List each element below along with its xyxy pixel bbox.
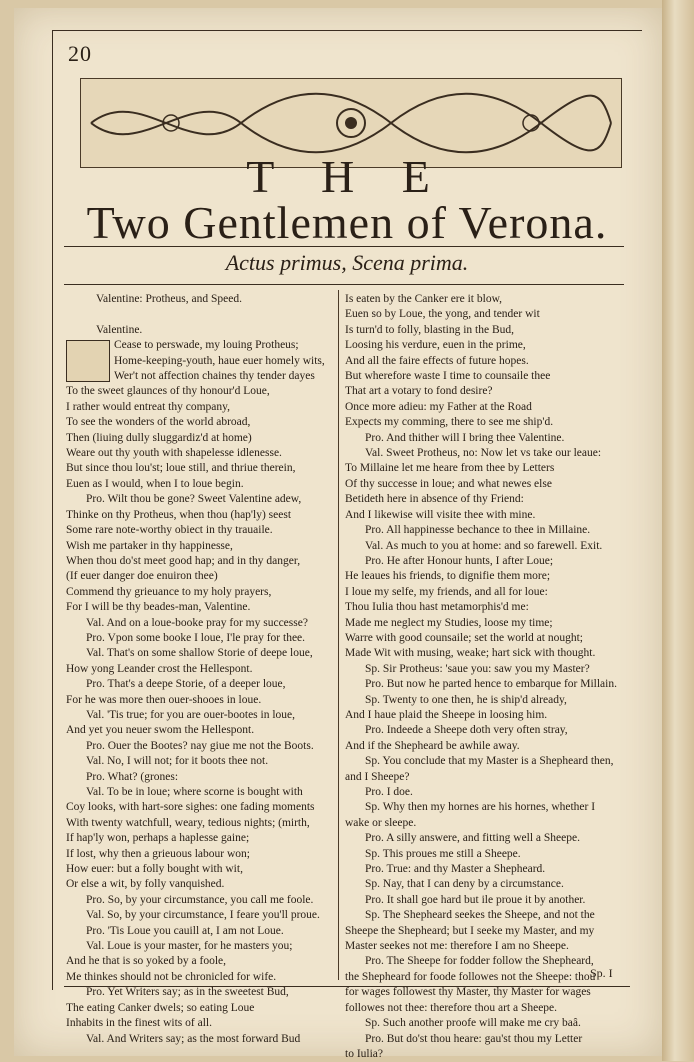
text-line: Warre with good counsaile; set the world at nought; <box>345 631 583 644</box>
text-line <box>66 307 336 322</box>
text-line: And he that is so yoked by a foole, <box>66 955 227 968</box>
text-line: And I haue plaid the Sheepe in loosing him. <box>345 708 548 721</box>
right-text-column <box>345 292 627 1062</box>
page-number: 20 <box>68 41 92 66</box>
text-line: Pro. But do'st thou heare: gau'st thou my Letter <box>365 1032 583 1045</box>
text-line: Val. No, I will not; for it boots thee not. <box>86 755 269 768</box>
text-line: Commend thy grieuance to my holy prayers, <box>66 585 272 598</box>
catchword: Sp. I <box>590 966 613 980</box>
text-line: Or else a wit, by folly vanquished. <box>66 878 225 891</box>
text-line: Betideth here in absence of thy Friend: <box>345 493 524 506</box>
text-line: Pro. Ouer the Bootes? nay giue me not the Boots. <box>86 739 314 752</box>
text-line: And if the Shepheard be awhile away. <box>345 739 520 752</box>
text-line: And yet you neuer swom the Hellespont. <box>66 724 255 737</box>
text-line: When thou do'st meet good hap; and in thy danger, <box>66 554 301 567</box>
text-line: Sp. The Shepheard seekes the Sheepe, and not the <box>365 909 595 922</box>
text-line: Of thy successe in loue; and what newes else <box>345 477 552 490</box>
text-line: Pro. He after Honour hunts, I after Loue; <box>365 554 554 567</box>
text-line: For he was more then ouer-shooes in loue. <box>66 693 262 706</box>
text-line: Sp. You conclude that my Master is a Shepheard then, <box>365 755 614 768</box>
text-line: Valentine. <box>96 323 143 336</box>
text-line: Pro. It shall goe hard but ile proue it by another. <box>365 893 586 906</box>
text-line: Home-keeping-youth, haue euer homely wits, <box>114 354 325 367</box>
text-line: Sp. Twenty to one then, he is ship'd already, <box>365 693 567 706</box>
text-line: Val. 'Tis true; for you are ouer-bootes in loue, <box>86 708 296 721</box>
text-line: Sheepe the Shepheard; but I seeke my Master, and my <box>345 924 595 937</box>
text-line: Val. That's on some shallow Storie of deepe loue, <box>86 647 313 660</box>
text-line: Val. Loue is your master, for he masters you; <box>86 940 293 953</box>
top-margin-rule <box>52 30 642 31</box>
text-line: Val. Sweet Protheus, no: Now let vs take our leaue: <box>365 447 602 460</box>
title-the: T H E <box>246 151 448 202</box>
text-line: How yong Leander crost the Hellespont. <box>66 662 253 675</box>
text-line: Pro. So, by your circumstance, you call me foole. <box>86 893 314 906</box>
text-line: Pro. True: and thy Master a Shepheard. <box>365 863 546 876</box>
text-line: Val. And on a loue-booke pray for my successe? <box>86 616 308 629</box>
text-line: I loue my selfe, my friends, and all for loue: <box>345 585 548 598</box>
text-line: Val. And Writers say; as the most forward Bud <box>86 1032 301 1045</box>
text-line: Loosing his verdure, euen in the prime, <box>345 339 526 352</box>
text-line: If hap'ly won, perhaps a haplesse gaine; <box>66 832 250 845</box>
text-line: Coy looks, with hart-sore sighes: one fading moments <box>66 801 315 814</box>
text-line: Made Wit with musing, weake; hart sick with thought. <box>345 647 596 660</box>
text-line: How euer: but a folly bought with wit, <box>66 863 243 876</box>
text-line: Val. As much to you at home: and so farewell. Exit. <box>365 539 603 552</box>
left-text-column <box>66 292 336 1047</box>
text-line: Pro. And thither will I bring thee Valentine. <box>365 431 565 444</box>
text-line: Sp. Why then my hornes are his hornes, whether I <box>365 801 596 814</box>
text-line: Once more adieu: my Father at the Road <box>345 400 532 413</box>
text-line: (If euer danger doe enuiron thee) <box>66 570 218 583</box>
text-line: Is eaten by the Canker ere it blow, <box>345 293 503 305</box>
text-line: Euen as I would, when I to loue begin. <box>66 477 244 490</box>
text-line: Pro. All happinesse bechance to thee in Millaine. <box>365 524 591 537</box>
text-line: Pro. I doe. <box>365 786 413 798</box>
text-line: To Millaine let me heare from thee by Letters <box>345 462 555 475</box>
text-line: Pro. The Sheepe for fodder follow the Shepheard, <box>365 955 594 968</box>
text-line: If lost, why then a grieuous labour won; <box>66 847 250 860</box>
text-line: Some rare note-worthy obiect in thy trauaile. <box>66 524 273 537</box>
text-line: Pro. Yet Writers say; as in the sweetest Bud, <box>86 986 289 999</box>
text-line: the Shepheard for foode followes not the Sheepe: thou <box>345 970 596 983</box>
text-line: Euen so by Loue, the yong, and tender wit <box>345 308 540 321</box>
text-line: Thinke on thy Protheus, when thou (hap'ly) seest <box>66 508 292 521</box>
text-line: wake or sleepe. <box>345 816 417 829</box>
text-line: Pro. Indeede a Sheepe doth very often stray, <box>365 724 568 737</box>
text-line: Inhabits in the finest wits of all. <box>66 1017 212 1030</box>
text-line: Pro. That's a deepe Storie, of a deeper loue, <box>86 678 286 691</box>
text-line: Expects my comming, there to see me ship'd. <box>345 416 554 429</box>
text-line: for wages followest thy Master, thy Master for wages <box>345 986 591 999</box>
text-line: Pro. Wilt thou be gone? Sweet Valentine adew, <box>86 493 302 506</box>
text-line: Sp. This proues me still a Sheepe. <box>365 847 521 860</box>
text-line: He leaues his friends, to dignifie them more; <box>345 570 551 583</box>
text-line: To the sweet glaunces of thy honour'd Loue, <box>66 385 270 398</box>
text-line: Pro. A silly answere, and fitting well a Sheepe. <box>365 832 580 845</box>
text-line: Cease to perswade, my louing Protheus; <box>114 339 299 352</box>
text-line: That art a votary to fond desire? <box>345 385 493 398</box>
text-line: Weare out thy youth with shapelesse idlenesse. <box>66 447 282 460</box>
text-line: But since thou lou'st; loue still, and thriue therein, <box>66 462 296 475</box>
play-title: Two Gentlemen of Verona. <box>86 197 608 248</box>
text-line: Pro. Vpon some booke I loue, I'le pray for thee. <box>86 631 306 644</box>
text-line: And I likewise will visite thee with mine. <box>345 508 536 521</box>
text-line: Me thinkes should not be chronicled for wife. <box>66 970 277 983</box>
text-line: I rather would entreat thy company, <box>66 400 231 413</box>
text-line: But wherefore waste I time to counsaile thee <box>345 370 551 383</box>
text-line: to Iulia? <box>345 1047 383 1060</box>
text-line: Then (liuing dully sluggardiz'd at home) <box>66 431 252 444</box>
text-line: Sp. Nay, that I can deny by a circumstance. <box>365 878 564 891</box>
act-rule <box>64 284 624 285</box>
text-line: The eating Canker dwels; so eating Loue <box>66 1001 255 1014</box>
text-line: With twenty watchfull, weary, tedious nights; (mirth, <box>66 816 310 829</box>
text-line: Pro. What? (grones: <box>86 770 179 783</box>
title-rule <box>64 246 624 247</box>
text-line: Thou Iulia thou hast metamorphis'd me: <box>345 601 529 614</box>
text-line: Sp. Sir Protheus: 'saue you: saw you my Master? <box>365 662 590 675</box>
bottom-rule <box>64 986 630 987</box>
text-line: Is turn'd to folly, blasting in the Bud, <box>345 323 515 336</box>
act-heading: Actus primus, Scena prima. <box>225 250 469 275</box>
column-divider <box>338 290 339 980</box>
text-line: Val. So, by your circumstance, I feare you'll proue. <box>86 909 320 922</box>
text-line: Val. To be in loue; where scorne is bought with <box>86 786 303 798</box>
text-line: Valentine: Protheus, and Speed. <box>96 293 242 305</box>
text-line: Pro. 'Tis Loue you cauill at, I am not Loue. <box>86 924 284 937</box>
text-line: Wer't not affection chaines thy tender dayes <box>114 370 315 383</box>
text-line: And all the faire effects of future hopes. <box>345 354 529 367</box>
drop-cap-ornament <box>66 340 110 382</box>
text-line: Master seekes not me: therefore I am no Sheepe. <box>345 940 569 953</box>
text-line: Made me neglect my Studies, loose my time; <box>345 616 553 629</box>
text-line: followes not thee: therefore thou art a Sheepe. <box>345 1001 558 1014</box>
text-line: and I Sheepe? <box>345 770 410 783</box>
text-line: To see the wonders of the world abroad, <box>66 416 251 429</box>
text-line: Sp. Such another proofe will make me cry baâ. <box>365 1017 581 1030</box>
text-line: For I will be thy beades-man, Valentine. <box>66 601 251 614</box>
text-line: Pro. But now he parted hence to embarque for Millain. <box>365 678 617 691</box>
text-line: Wish me partaker in thy happinesse, <box>66 539 233 552</box>
